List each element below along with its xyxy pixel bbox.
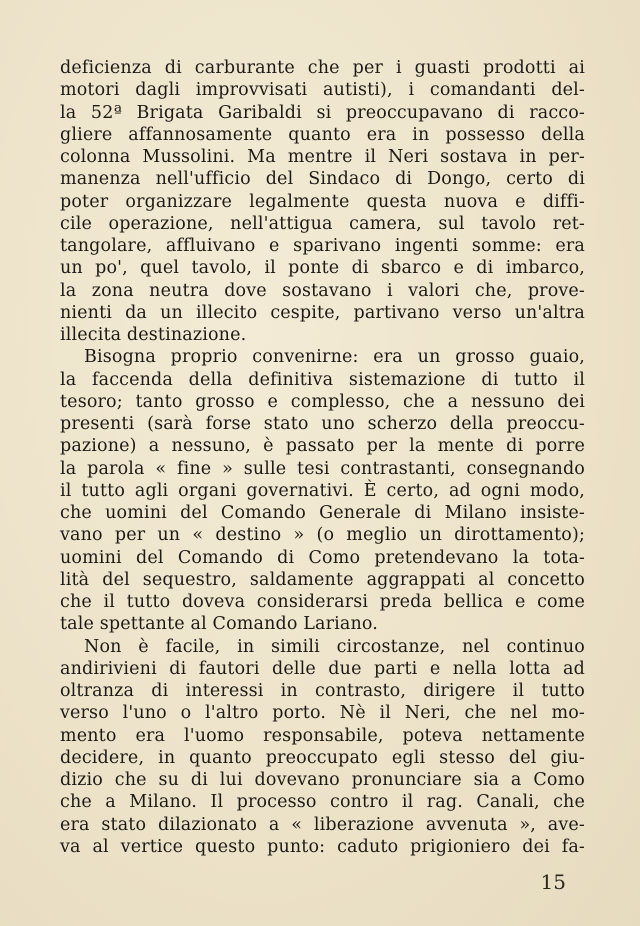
- body-text: [60, 57, 585, 858]
- text-line: tale spettante al Comando Lariano.: [60, 614, 378, 635]
- text-line: colonna Mussolini. Ma mentre il Neri sostava in per-: [60, 147, 585, 167]
- text-line: che il tutto doveva considerarsi preda bellica e come: [60, 592, 585, 612]
- text-line: tesoro; tanto grosso e complesso, che a nessuno dei: [60, 391, 585, 412]
- text-line: che a Milano. Il processo contro il rag. Canali, che: [60, 792, 585, 813]
- text-line: motori dagli improvvisati autisti), i comandanti del-: [60, 80, 585, 101]
- text-line: Bisogna proprio convenirne: era un grosso guaio,: [84, 347, 585, 368]
- text-line: la 52ª Brigata Garibaldi si preoccupavano di racco-: [60, 102, 585, 123]
- text-line: va al vertice questo punto: caduto prigioniero dei fa-: [60, 836, 585, 857]
- text-line: pazione) a nessuno, è passato per la mente di porre: [60, 436, 585, 457]
- text-line: deficienza di carburante che per i guasti prodotti ai: [60, 58, 585, 78]
- text-line: la faccenda della definitiva sistemazione di tutto il: [60, 369, 585, 390]
- text-line: un po', quel tavolo, il ponte di sbarco e di imbarco,: [60, 258, 585, 279]
- text-line: mento era l'uomo responsabile, poteva nettamente: [60, 725, 585, 746]
- text-line: decidere, in quanto preoccupato egli stesso del giu-: [60, 747, 585, 768]
- page-number: 15: [540, 870, 566, 894]
- text-line: il tutto agli organi governativi. È certo, ad ogni modo,: [60, 480, 585, 501]
- text-line: nienti da un illecito cespite, partivano verso un'altra: [60, 302, 585, 323]
- text-line: lità del sequestro, saldamente aggrappati al concetto: [60, 569, 585, 590]
- text-line: tangolare, affluivano e sparivano ingenti somme: era: [60, 236, 585, 256]
- text-line: la parola « fine » sulle tesi contrastanti, consegnando: [60, 458, 585, 479]
- text-line: verso l'uno o l'altro porto. Nè il Neri, che nel mo-: [60, 703, 585, 724]
- text-line: cile operazione, nell'attigua camera, sul tavolo ret-: [60, 213, 585, 234]
- text-line: la zona neutra dove sostavano i valori che, prove-: [60, 280, 585, 301]
- text-line: gliere affannosamente quanto era in possesso della: [60, 124, 585, 145]
- text-line: Non è facile, in simili circostanze, nel continuo: [84, 636, 585, 657]
- text-line: oltranza di interessi in contrasto, dirigere il tutto: [60, 681, 585, 701]
- text-line: manenza nell'ufficio del Sindaco di Dongo, certo di: [60, 169, 585, 190]
- text-line: era stato dilazionato a « liberazione avvenuta », ave-: [60, 814, 585, 835]
- text-line: che uomini del Comando Generale di Milano insiste-: [60, 503, 585, 523]
- text-line: illecita destinazione.: [60, 325, 247, 345]
- text-line: andirivieni di fautori delle due parti e nella lotta ad: [60, 658, 585, 679]
- text-line: uomini del Comando di Como pretendevano la tota-: [60, 547, 585, 568]
- text-line: dizio che su di lui dovevano pronunciare sia a Como: [60, 770, 585, 790]
- text-line: poter organizzare legalmente questa nuova e diffi-: [60, 191, 585, 212]
- text-line: presenti (sarà forse stato uno scherzo della preoccu-: [60, 414, 585, 434]
- text-line: vano per un « destino » (o meglio un dirottamento);: [60, 525, 585, 546]
